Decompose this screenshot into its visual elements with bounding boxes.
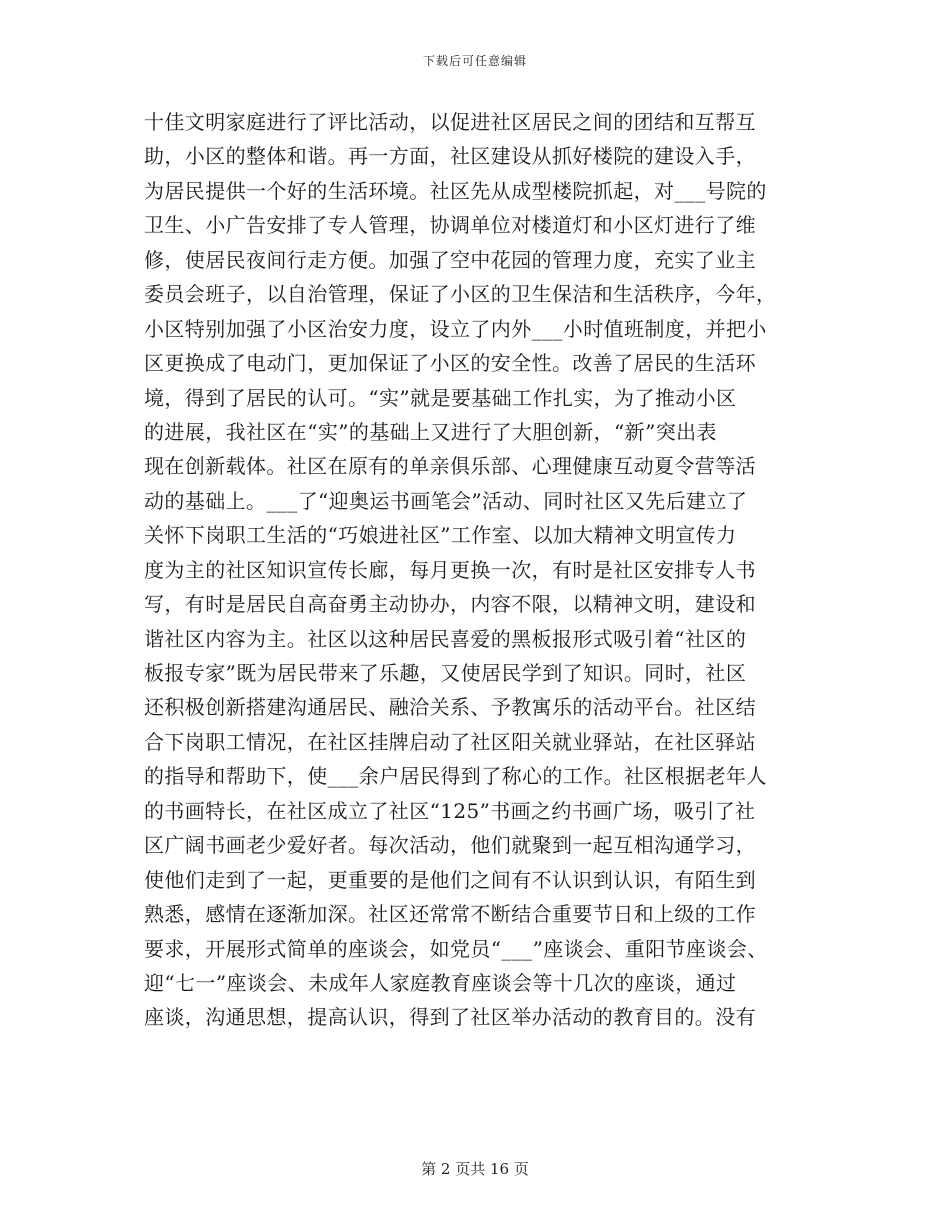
body-line: 动的基础上。___了“迎奥运书画笔会”活动、同时社区又先后建立了 bbox=[144, 488, 748, 513]
body-line: 度为主的社区知识宣传长廊，每月更换一次，有时是社区安排专人书 bbox=[144, 557, 756, 582]
body-line: 迎“七一”座谈会、未成年人家庭教育座谈会等十几次的座谈，通过 bbox=[144, 970, 737, 995]
body-line: 关怀下岗职工生活的“巧娘进社区”工作室、以加大精神文明宣传力 bbox=[144, 523, 737, 548]
body-line: 的指导和帮助下，使___余户居民得到了称心的工作。社区根据老年人 bbox=[144, 764, 767, 789]
body-line: 小区特别加强了小区治安力度，设立了内外___小时值班制度，并把小 bbox=[144, 316, 767, 341]
body-line: 座谈，沟通思想，提高认识，得到了社区举办活动的教育目的。没有 bbox=[144, 1005, 756, 1030]
document-body bbox=[144, 105, 824, 1035]
body-line: 的进展，我社区在“实”的基础上又进行了大胆创新，“新”突出表 bbox=[144, 419, 717, 444]
body-line: 熟悉，感情在逐渐加深。社区还常常不断结合重要节日和上级的工作 bbox=[144, 902, 756, 927]
body-line: 使他们走到了一起，更重要的是他们之间有不认识到认识，有陌生到 bbox=[144, 867, 756, 892]
body-line: 为居民提供一个好的生活环境。社区先从成型楼院抓起，对___号院的 bbox=[144, 178, 767, 203]
body-line: 现在创新载体。社区在原有的单亲俱乐部、心理健康互动夏令营等活 bbox=[144, 454, 756, 479]
body-line: 的书画特长，在社区成立了社区“125”书画之约书画广场，吸引了社 bbox=[144, 798, 756, 823]
body-line: 写，有时是居民自高奋勇主动协办，内容不限，以精神文明，建设和 bbox=[144, 592, 756, 617]
body-line: 板报专家”既为居民带来了乐趣，又使居民学到了知识。同时，社区 bbox=[144, 661, 747, 685]
body-line: 境，得到了居民的认可。“实”就是要基础工作扎实，为了推动小区 bbox=[144, 385, 737, 410]
page-header: 下载后可任意编辑 bbox=[422, 54, 527, 68]
body-line: 还积极创新搭建沟通居民、融洽关系、予教寓乐的活动平台。社区结 bbox=[144, 695, 756, 720]
body-line: 卫生、小广告安排了专人管理，协调单位对楼道灯和小区灯进行了维 bbox=[144, 213, 756, 238]
body-line: 修，使居民夜间行走方便。加强了空中花园的管理力度，充实了业主 bbox=[144, 247, 756, 272]
body-line: 委员会班子，以自治管理，保证了小区的卫生保洁和生活秩序，今年， bbox=[144, 282, 777, 307]
body-line: 十佳文明家庭进行了评比活动，以促进社区居民之间的团结和互帮互 bbox=[144, 110, 756, 134]
body-line: 要求，开展形式简单的座谈会，如党员“___”座谈会、重阳节座谈会、 bbox=[144, 936, 768, 961]
body-line: 区更换成了电动门，更加保证了小区的安全性。改善了居民的生活环 bbox=[144, 351, 756, 376]
body-line: 区广阔书画老少爱好者。每次活动，他们就聚到一起互相沟通学习， bbox=[144, 833, 756, 858]
body-line: 合下岗职工情况，在社区挂牌启动了社区阳关就业驿站，在社区驿站 bbox=[144, 729, 756, 754]
body-line: 助，小区的整体和谐。再一方面，社区建设从抓好楼院的建设入手， bbox=[144, 144, 756, 169]
page-number: 第 2 页共 16 页 bbox=[421, 1160, 529, 1178]
body-line: 谐社区内容为主。社区以这种居民喜爱的黑板报形式吸引着“社区的 bbox=[144, 626, 747, 651]
